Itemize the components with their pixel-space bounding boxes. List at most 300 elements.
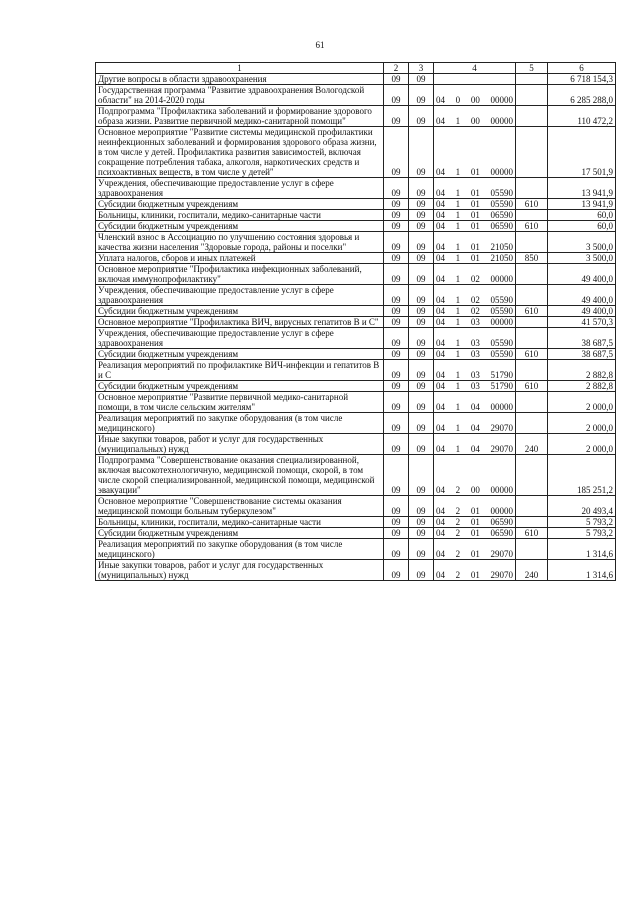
activity-code: 03 <box>470 370 480 380</box>
subsection-code: 09 <box>409 381 434 392</box>
column-header: 4 <box>434 63 516 74</box>
expense-type-code: 610 <box>516 528 548 539</box>
subprogram-code: 1 <box>455 444 461 454</box>
table-header-row <box>96 63 616 74</box>
expense-type-code: 610 <box>516 349 548 360</box>
row-name: Основное мероприятие "Совершенствование системы оказания медицинской помощи больным туберкулезом" <box>96 496 384 517</box>
section-code: 09 <box>384 560 409 581</box>
row-name: Уплата налогов, сборов и иных платежей <box>96 253 384 264</box>
activity-code: 01 <box>470 188 480 198</box>
activity-code: 02 <box>470 274 480 284</box>
table-row <box>96 74 616 85</box>
activity-code: 01 <box>470 517 480 527</box>
target-article-code <box>434 74 516 85</box>
target-article-code <box>434 381 516 392</box>
program-code: 04 <box>436 517 445 527</box>
direction-code: 05590 <box>490 306 513 316</box>
target-article-code <box>434 328 516 349</box>
section-code: 09 <box>384 413 409 434</box>
table-row <box>96 517 616 528</box>
amount: 5 793,2 <box>548 528 616 539</box>
subprogram-code: 1 <box>455 274 461 284</box>
activity-code: 00 <box>470 116 480 126</box>
subprogram-code: 1 <box>455 167 461 177</box>
amount: 1 314,6 <box>548 560 616 581</box>
row-name: Иные закупки товаров, работ и услуг для государственных (муниципальных) нужд <box>96 560 384 581</box>
expense-type-code <box>516 360 548 381</box>
table-row <box>96 496 616 517</box>
section-code: 09 <box>384 264 409 285</box>
subsection-code: 09 <box>409 560 434 581</box>
subsection-code: 09 <box>409 306 434 317</box>
amount: 20 493,4 <box>548 496 616 517</box>
section-code: 09 <box>384 285 409 306</box>
direction-code: 51790 <box>490 381 513 391</box>
target-article-code <box>434 317 516 328</box>
target-article-code <box>434 413 516 434</box>
expense-type-code <box>516 178 548 199</box>
table-row <box>96 349 616 360</box>
section-code: 09 <box>384 74 409 85</box>
activity-code: 03 <box>470 381 480 391</box>
direction-code: 00000 <box>490 317 513 327</box>
program-code: 04 <box>436 549 445 559</box>
target-article-code <box>434 517 516 528</box>
subprogram-code: 2 <box>455 528 461 538</box>
amount: 60,0 <box>548 221 616 232</box>
direction-code: 06590 <box>490 210 513 220</box>
table-row <box>96 413 616 434</box>
subprogram-code: 1 <box>455 199 461 209</box>
amount: 2 000,0 <box>548 413 616 434</box>
target-article-code <box>434 106 516 127</box>
target-article-code <box>434 349 516 360</box>
direction-code: 05590 <box>490 338 513 348</box>
target-article-code <box>434 434 516 455</box>
activity-code: 00 <box>470 95 480 105</box>
target-article-code <box>434 210 516 221</box>
subprogram-code: 0 <box>455 95 461 105</box>
row-name: Больницы, клиники, госпитали, медико-санитарные части <box>96 517 384 528</box>
table-row <box>96 127 616 178</box>
direction-code: 00000 <box>490 167 513 177</box>
activity-code: 04 <box>470 423 480 433</box>
subprogram-code: 2 <box>455 549 461 559</box>
subsection-code: 09 <box>409 539 434 560</box>
section-code: 09 <box>384 434 409 455</box>
table-row <box>96 528 616 539</box>
direction-code: 00000 <box>490 95 513 105</box>
amount: 2 000,0 <box>548 434 616 455</box>
subprogram-code: 2 <box>455 517 461 527</box>
expense-type-code <box>516 317 548 328</box>
row-name: Субсидии бюджетным учреждениям <box>96 381 384 392</box>
table-row <box>96 560 616 581</box>
amount: 3 500,0 <box>548 253 616 264</box>
program-code: 04 <box>436 444 445 454</box>
table-row <box>96 434 616 455</box>
activity-code: 01 <box>470 253 480 263</box>
subsection-code: 09 <box>409 517 434 528</box>
program-code: 04 <box>436 274 445 284</box>
section-code: 09 <box>384 539 409 560</box>
target-article-code <box>434 539 516 560</box>
amount: 49 400,0 <box>548 264 616 285</box>
subsection-code: 09 <box>409 210 434 221</box>
program-code: 04 <box>436 423 445 433</box>
amount: 49 400,0 <box>548 285 616 306</box>
direction-code: 00000 <box>490 274 513 284</box>
table-row <box>96 253 616 264</box>
table-row <box>96 381 616 392</box>
direction-code: 29070 <box>490 444 513 454</box>
table-row <box>96 221 616 232</box>
expense-type-code: 610 <box>516 199 548 210</box>
section-code: 09 <box>384 349 409 360</box>
program-code: 04 <box>436 317 445 327</box>
activity-code: 00 <box>470 485 480 495</box>
direction-code: 00000 <box>490 506 513 516</box>
expense-type-code <box>516 285 548 306</box>
expense-type-code <box>516 496 548 517</box>
row-name: Другие вопросы в области здравоохранения <box>96 74 384 85</box>
subprogram-code: 1 <box>455 188 461 198</box>
program-code: 04 <box>436 306 445 316</box>
direction-code: 21050 <box>490 253 513 263</box>
subprogram-code: 1 <box>455 423 461 433</box>
amount: 1 314,6 <box>548 539 616 560</box>
program-code: 04 <box>436 370 445 380</box>
row-name: Подпрограмма "Профилактика заболеваний и формирование здорового образа жизни. Развитие первичной медико-санитарной помощи" <box>96 106 384 127</box>
target-article-code <box>434 221 516 232</box>
target-article-code <box>434 264 516 285</box>
program-code: 04 <box>436 402 445 412</box>
table-row <box>96 85 616 106</box>
subprogram-code: 1 <box>455 349 461 359</box>
expense-type-code: 240 <box>516 560 548 581</box>
activity-code: 04 <box>470 444 480 454</box>
subsection-code: 09 <box>409 178 434 199</box>
subsection-code: 09 <box>409 413 434 434</box>
direction-code: 05590 <box>490 199 513 209</box>
expense-type-code <box>516 328 548 349</box>
program-code: 04 <box>436 221 445 231</box>
row-name: Членский взнос в Ассоциацию по улучшению состояния здоровья и качества жизни населения "Здоровые города, районы и поселки" <box>96 232 384 253</box>
subsection-code: 09 <box>409 317 434 328</box>
amount: 38 687,5 <box>548 349 616 360</box>
target-article-code <box>434 127 516 178</box>
expense-type-code: 610 <box>516 381 548 392</box>
expense-type-code <box>516 392 548 413</box>
program-code: 04 <box>436 485 445 495</box>
program-code: 04 <box>436 116 445 126</box>
expense-type-code <box>516 232 548 253</box>
activity-code: 02 <box>470 295 480 305</box>
direction-code: 05590 <box>490 188 513 198</box>
program-code: 04 <box>436 295 445 305</box>
section-code: 09 <box>384 381 409 392</box>
section-code: 09 <box>384 210 409 221</box>
subsection-code: 09 <box>409 106 434 127</box>
program-code: 04 <box>436 210 445 220</box>
program-code: 04 <box>436 349 445 359</box>
row-name: Реализация мероприятий по профилактике ВИЧ-инфекции и гепатитов В и С <box>96 360 384 381</box>
row-name: Основное мероприятие "Развитие первичной медико-санитарной помощи, в том числе сельским жителям" <box>96 392 384 413</box>
row-name: Реализация мероприятий по закупке оборудования (в том числе медицинского) <box>96 413 384 434</box>
table-row <box>96 264 616 285</box>
amount: 13 941,9 <box>548 199 616 210</box>
table-row <box>96 106 616 127</box>
target-article-code <box>434 455 516 496</box>
row-name: Субсидии бюджетным учреждениям <box>96 221 384 232</box>
section-code: 09 <box>384 328 409 349</box>
page-number: 61 <box>315 40 325 50</box>
subprogram-code: 1 <box>455 306 461 316</box>
table-row <box>96 392 616 413</box>
section-code: 09 <box>384 127 409 178</box>
subsection-code: 09 <box>409 328 434 349</box>
target-article-code <box>434 392 516 413</box>
activity-code: 01 <box>470 221 480 231</box>
subprogram-code: 1 <box>455 338 461 348</box>
direction-code: 05590 <box>490 349 513 359</box>
subprogram-code: 1 <box>455 317 461 327</box>
amount: 13 941,9 <box>548 178 616 199</box>
row-name: Государственная программа "Развитие здравоохранения Вологодской области" на 2014-2020 годы <box>96 85 384 106</box>
section-code: 09 <box>384 392 409 413</box>
row-name: Основное мероприятие "Профилактика инфекционных заболеваний, включая иммунопрофилактику" <box>96 264 384 285</box>
subsection-code: 09 <box>409 349 434 360</box>
program-code: 04 <box>436 199 445 209</box>
row-name: Учреждения, обеспечивающие предоставление услуг в сфере здравоохранения <box>96 328 384 349</box>
program-code: 04 <box>436 506 445 516</box>
subsection-code: 09 <box>409 199 434 210</box>
table-row <box>96 328 616 349</box>
row-name: Основное мероприятие "Профилактика ВИЧ, вирусных гепатитов В и С" <box>96 317 384 328</box>
target-article-code <box>434 85 516 106</box>
amount: 60,0 <box>548 210 616 221</box>
expense-type-code <box>516 264 548 285</box>
subsection-code: 09 <box>409 360 434 381</box>
table-row <box>96 210 616 221</box>
section-code: 09 <box>384 306 409 317</box>
row-name: Больницы, клиники, госпитали, медико-санитарные части <box>96 210 384 221</box>
expense-type-code: 240 <box>516 434 548 455</box>
section-code: 09 <box>384 253 409 264</box>
subsection-code: 09 <box>409 74 434 85</box>
amount: 6 285 288,0 <box>548 85 616 106</box>
subprogram-code: 2 <box>455 570 461 580</box>
target-article-code <box>434 199 516 210</box>
column-header: 6 <box>548 63 616 74</box>
program-code: 04 <box>436 188 445 198</box>
expense-type-code: 610 <box>516 306 548 317</box>
amount: 49 400,0 <box>548 306 616 317</box>
table-row <box>96 455 616 496</box>
target-article-code <box>434 360 516 381</box>
section-code: 09 <box>384 199 409 210</box>
program-code: 04 <box>436 167 445 177</box>
direction-code: 00000 <box>490 485 513 495</box>
section-code: 09 <box>384 85 409 106</box>
target-article-code <box>434 528 516 539</box>
target-article-code <box>434 560 516 581</box>
direction-code: 00000 <box>490 402 513 412</box>
amount: 110 472,2 <box>548 106 616 127</box>
activity-code: 01 <box>470 528 480 538</box>
subsection-code: 09 <box>409 285 434 306</box>
activity-code: 02 <box>470 306 480 316</box>
direction-code: 21050 <box>490 242 513 252</box>
column-header: 3 <box>409 63 434 74</box>
activity-code: 03 <box>470 338 480 348</box>
target-article-code <box>434 253 516 264</box>
row-name: Основное мероприятие "Развитие системы медицинской профилактики неинфекционных заболеваний и формирования здорового образа жизни, в том числе у детей. Профилактика развития зависимостей, включая сокращение потребления табака, алкоголя, наркотических средств и психоактивных веществ, в том числе у детей" <box>96 127 384 178</box>
subsection-code: 09 <box>409 434 434 455</box>
budget-table <box>95 62 616 581</box>
row-name: Реализация мероприятий по закупке оборудования (в том числе медицинского) <box>96 539 384 560</box>
table-row <box>96 178 616 199</box>
direction-code: 29070 <box>490 570 513 580</box>
activity-code: 03 <box>470 317 480 327</box>
subsection-code: 09 <box>409 528 434 539</box>
subsection-code: 09 <box>409 264 434 285</box>
direction-code: 51790 <box>490 370 513 380</box>
expense-type-code <box>516 106 548 127</box>
amount: 38 687,5 <box>548 328 616 349</box>
subprogram-code: 1 <box>455 295 461 305</box>
target-article-code <box>434 232 516 253</box>
target-article-code <box>434 178 516 199</box>
activity-code: 01 <box>470 210 480 220</box>
table-row <box>96 360 616 381</box>
subprogram-code: 1 <box>455 221 461 231</box>
section-code: 09 <box>384 178 409 199</box>
direction-code: 29070 <box>490 423 513 433</box>
table-row <box>96 306 616 317</box>
activity-code: 03 <box>470 349 480 359</box>
subprogram-code: 1 <box>455 381 461 391</box>
amount: 2 882,8 <box>548 360 616 381</box>
table-row <box>96 285 616 306</box>
activity-code: 01 <box>470 242 480 252</box>
program-code: 04 <box>436 95 445 105</box>
row-name: Субсидии бюджетным учреждениям <box>96 199 384 210</box>
direction-code: 06590 <box>490 221 513 231</box>
target-article-code <box>434 285 516 306</box>
activity-code: 01 <box>470 506 480 516</box>
subsection-code: 09 <box>409 392 434 413</box>
subprogram-code: 2 <box>455 506 461 516</box>
row-name: Подпрограмма "Совершенствование оказания специализированной, включая высокотехнологичную, медицинской помощи, скорой, в том числе скорой специализированной, медицинской помощи, медицинской эвакуации" <box>96 455 384 496</box>
subprogram-code: 1 <box>455 242 461 252</box>
row-name: Субсидии бюджетным учреждениям <box>96 349 384 360</box>
program-code: 04 <box>436 338 445 348</box>
column-header: 2 <box>384 63 409 74</box>
activity-code: 04 <box>470 402 480 412</box>
amount: 3 500,0 <box>548 232 616 253</box>
subsection-code: 09 <box>409 85 434 106</box>
subprogram-code: 1 <box>455 253 461 263</box>
expense-type-code <box>516 127 548 178</box>
amount: 6 718 154,3 <box>548 74 616 85</box>
direction-code: 06590 <box>490 517 513 527</box>
activity-code: 01 <box>470 199 480 209</box>
direction-code: 05590 <box>490 295 513 305</box>
expense-type-code <box>516 74 548 85</box>
subsection-code: 09 <box>409 232 434 253</box>
table-row <box>96 232 616 253</box>
direction-code: 00000 <box>490 116 513 126</box>
activity-code: 01 <box>470 549 480 559</box>
expense-type-code <box>516 85 548 106</box>
subprogram-code: 1 <box>455 370 461 380</box>
subprogram-code: 1 <box>455 210 461 220</box>
row-name: Субсидии бюджетным учреждениям <box>96 528 384 539</box>
table-row <box>96 317 616 328</box>
section-code: 09 <box>384 517 409 528</box>
direction-code: 29070 <box>490 549 513 559</box>
subprogram-code: 1 <box>455 116 461 126</box>
expense-type-code <box>516 517 548 528</box>
section-code: 09 <box>384 455 409 496</box>
program-code: 04 <box>436 381 445 391</box>
expense-type-code: 610 <box>516 221 548 232</box>
amount: 5 793,2 <box>548 517 616 528</box>
row-name: Субсидии бюджетным учреждениям <box>96 306 384 317</box>
section-code: 09 <box>384 528 409 539</box>
expense-type-code <box>516 455 548 496</box>
section-code: 09 <box>384 360 409 381</box>
section-code: 09 <box>384 106 409 127</box>
direction-code: 06590 <box>490 528 513 538</box>
section-code: 09 <box>384 232 409 253</box>
row-name: Иные закупки товаров, работ и услуг для государственных (муниципальных) нужд <box>96 434 384 455</box>
activity-code: 01 <box>470 167 480 177</box>
expense-type-code <box>516 539 548 560</box>
column-header: 5 <box>516 63 548 74</box>
section-code: 09 <box>384 317 409 328</box>
amount: 17 501,9 <box>548 127 616 178</box>
subsection-code: 09 <box>409 127 434 178</box>
program-code: 04 <box>436 242 445 252</box>
expense-type-code: 850 <box>516 253 548 264</box>
table-row <box>96 539 616 560</box>
subsection-code: 09 <box>409 253 434 264</box>
column-header: 1 <box>96 63 384 74</box>
table-row <box>96 199 616 210</box>
subsection-code: 09 <box>409 496 434 517</box>
row-name: Учреждения, обеспечивающие предоставление услуг в сфере здравоохранения <box>96 285 384 306</box>
program-code: 04 <box>436 253 445 263</box>
row-name: Учреждения, обеспечивающие предоставление услуг в сфере здравоохранения <box>96 178 384 199</box>
amount: 2 882,8 <box>548 381 616 392</box>
amount: 41 570,3 <box>548 317 616 328</box>
program-code: 04 <box>436 570 445 580</box>
expense-type-code <box>516 210 548 221</box>
amount: 2 000,0 <box>548 392 616 413</box>
subprogram-code: 1 <box>455 402 461 412</box>
activity-code: 01 <box>470 570 480 580</box>
section-code: 09 <box>384 496 409 517</box>
expense-type-code <box>516 413 548 434</box>
target-article-code <box>434 496 516 517</box>
subsection-code: 09 <box>409 455 434 496</box>
section-code: 09 <box>384 221 409 232</box>
subprogram-code: 2 <box>455 485 461 495</box>
target-article-code <box>434 306 516 317</box>
amount: 185 251,2 <box>548 455 616 496</box>
